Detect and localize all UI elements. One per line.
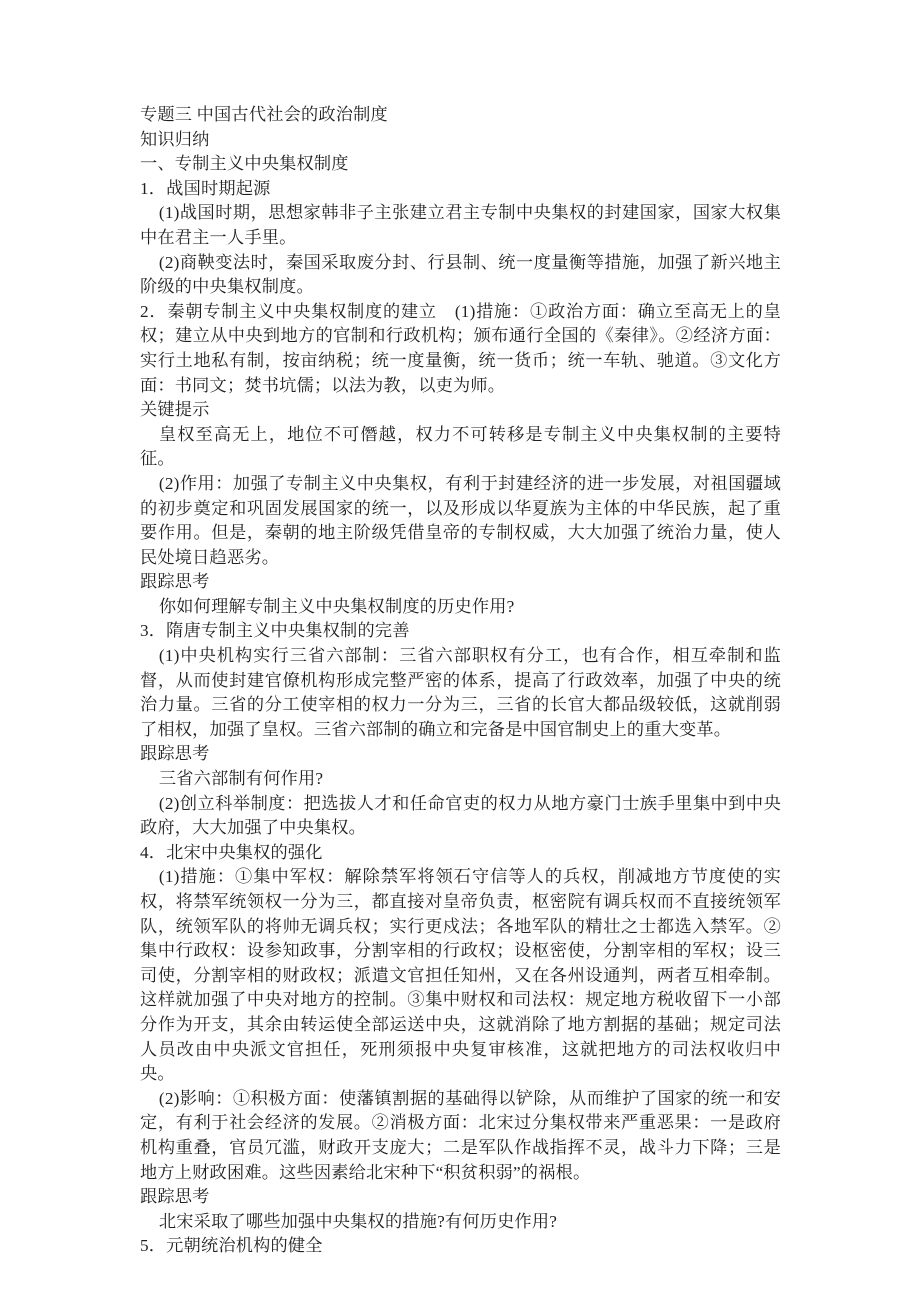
section-heading: 知识归纳 — [140, 129, 210, 149]
section-heading: 跟踪思考 — [140, 572, 210, 592]
section-heading: 一、专制主义中央集权制度 — [140, 154, 349, 174]
paragraph: 三省六部制有何作用? — [158, 769, 324, 789]
paragraph: (1)战国时期，思想家韩非子主张建立君主专制中央集权的封建国家，国家大权集中在君主一人手里。 — [140, 203, 781, 247]
paragraph: (2)影响：①积极方面：使藩镇割据的基础得以铲除，从而维护了国家的统一和安定，有利于社会经济的发展。②消极方面：北宋过分集权带来严重恶果：一是政府机构重叠，官员冗滥，财政开支庞大；二是军队作战指挥不灵，战斗力下降；三是地方上财政困难。这些因素给北宋种下“积贫积弱”的祸根。 — [140, 1088, 781, 1182]
paragraph: (1)措施：①集中军权：解除禁军将领石守信等人的兵权，削减地方节度使的实权，将禁军统领权一分为三，都直接对皇帝负责，枢密院有调兵权而不直接统领军队，统领军队的将帅无调兵权；实行更戍法；各地军队的精壮之士都选入禁军。②集中行政权：设参知政事，分割宰相的行政权；设枢密使，分割宰相的军权；设三司使，分割宰相的财政权；派遣文官担任知州，又在各州设通判，两者互相牵制。这样就加强了中央对地方的控制。③集中财权和司法权：规定地方税收留下一小部分作为开支，其余由转运使全部运送中央，这就消除了地方割据的基础；规定司法人员改由中央派文官担任，死刑须报中央复审核准，这就把地方的司法权收归中央。 — [140, 867, 781, 1084]
document-body — [140, 103, 781, 1259]
section-heading: 跟踪思考 — [140, 744, 210, 764]
list-heading: 4．北宋中央集权的强化 — [140, 842, 323, 862]
paragraph: (2)作用：加强了专制主义中央集权，有利于封建经济的进一步发展，对祖国疆域的初步奠定和巩固发展国家的统一，以及形成以华夏族为主体的中华民族，起了重要作用。但是，秦朝的地主阶级凭借皇帝的专制权威，大大加强了统治力量，使人民处境日趋恶劣。 — [140, 473, 781, 567]
paragraph: (1)中央机构实行三省六部制：三省六部职权有分工，也有合作，相互牵制和监督，从而使封建官僚机构形成完整严密的体系，提高了行政效率，加强了中央的统治力量。三省的分工使宰相的权力一分为三，三省的长官大都品级较低，这就削弱了相权，加强了皇权。三省六部制的确立和完备是中国官制史上的重大变革。 — [140, 646, 781, 739]
paragraph: (2)商鞅变法时，秦国采取废分封、行县制、统一度量衡等措施，加强了新兴地主阶级的中央集权制度。 — [140, 252, 781, 297]
list-heading: 5．元朝统治机构的健全 — [140, 1236, 323, 1256]
section-heading: 跟踪思考 — [140, 1187, 210, 1207]
paragraph: 你如何理解专制主义中央集权制度的历史作用? — [158, 596, 515, 616]
paragraph: 皇权至高无上，地位不可僭越，权力不可转移是专制主义中央集权制的主要特征。 — [140, 424, 781, 469]
document-title: 专题三 中国古代社会的政治制度 — [140, 105, 388, 124]
paragraph: (2)创立科举制度：把选拔人才和任命官吏的权力从地方豪门士族手里集中到中央政府，大大加强了中央集权。 — [140, 793, 781, 838]
paragraph: 北宋采取了哪些加强中央集权的措施?有何历史作用? — [158, 1211, 558, 1231]
list-heading: 3．隋唐专制主义中央集权制的完善 — [140, 621, 410, 641]
paragraph: 2．秦朝专制主义中央集权制度的建立 (1)措施：①政治方面：确立至高无上的皇权；建立从中央到地方的官制和行政机构；颁布通行全国的《秦律》。②经济方面：实行土地私有制，按亩纳税；统一度量衡，统一货币；统一车轨、驰道。③文化方面：书同文；焚书坑儒；以法为教，以吏为师。 — [140, 301, 781, 395]
section-heading: 关键提示 — [140, 400, 210, 420]
list-heading: 1．战国时期起源 — [140, 178, 271, 198]
